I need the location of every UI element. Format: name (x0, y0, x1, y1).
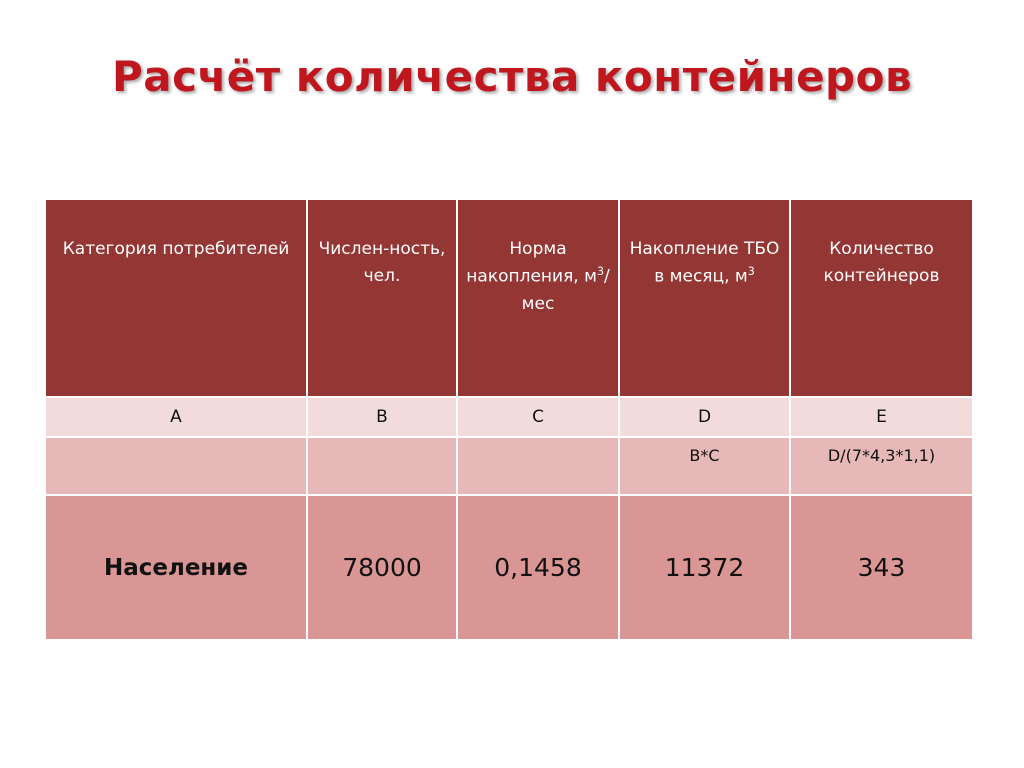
letter-cell: B (307, 397, 457, 437)
containers-cell: 343 (790, 495, 973, 640)
table-row-letters (45, 397, 973, 437)
table-row-values (45, 495, 973, 640)
formula-cell (307, 437, 457, 495)
header-text: Категория потребителей (62, 239, 290, 259)
page-title: Расчёт количества контейнеров (111, 52, 913, 101)
letter-cell: E (790, 397, 973, 437)
header-superscript: 3 (596, 265, 604, 279)
header-cell (619, 199, 790, 397)
header-text: Накопление ТБО в месяц, м (629, 239, 780, 287)
formula-cell (457, 437, 619, 495)
letter-cell: A (45, 397, 307, 437)
header-cell (307, 199, 457, 397)
formula-cell (45, 437, 307, 495)
header-text: Числен-ность, чел. (318, 239, 446, 287)
header-text: Количество контейнеров (823, 239, 940, 287)
formula-cell: D/(7*4,3*1,1) (790, 437, 973, 495)
formula-cell: B*C (619, 437, 790, 495)
table-row-formulas (45, 437, 973, 495)
header-cell (45, 199, 307, 397)
header-text-tail: /мес (521, 266, 610, 315)
table-header-row (45, 199, 973, 397)
containers-table (44, 198, 974, 641)
norm-cell: 0,1458 (457, 495, 619, 640)
accumulation-cell: 11372 (619, 495, 790, 640)
header-superscript: 3 (747, 265, 755, 279)
letter-cell: C (457, 397, 619, 437)
category-cell: Население (45, 495, 307, 640)
header-text: Норма накопления, м (466, 239, 597, 287)
header-cell (457, 199, 619, 397)
population-cell: 78000 (307, 495, 457, 640)
header-cell (790, 199, 973, 397)
letter-cell: D (619, 397, 790, 437)
